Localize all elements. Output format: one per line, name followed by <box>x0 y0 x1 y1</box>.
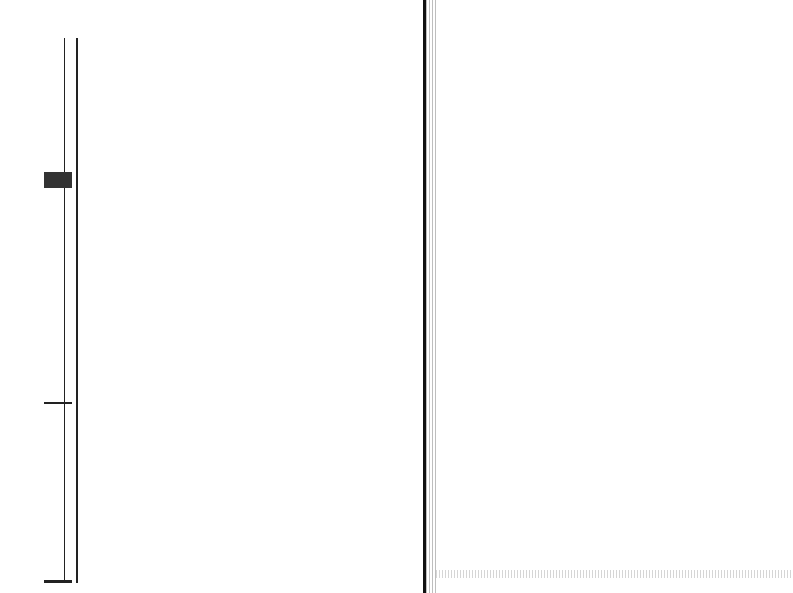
gutter-shadow <box>426 0 436 593</box>
spine-tick <box>44 580 72 583</box>
bottom-edge-shadow <box>436 570 793 578</box>
spine-block <box>44 172 72 188</box>
spine-rule <box>64 38 65 583</box>
spine-tick <box>44 402 72 404</box>
spine-rule <box>76 38 78 583</box>
